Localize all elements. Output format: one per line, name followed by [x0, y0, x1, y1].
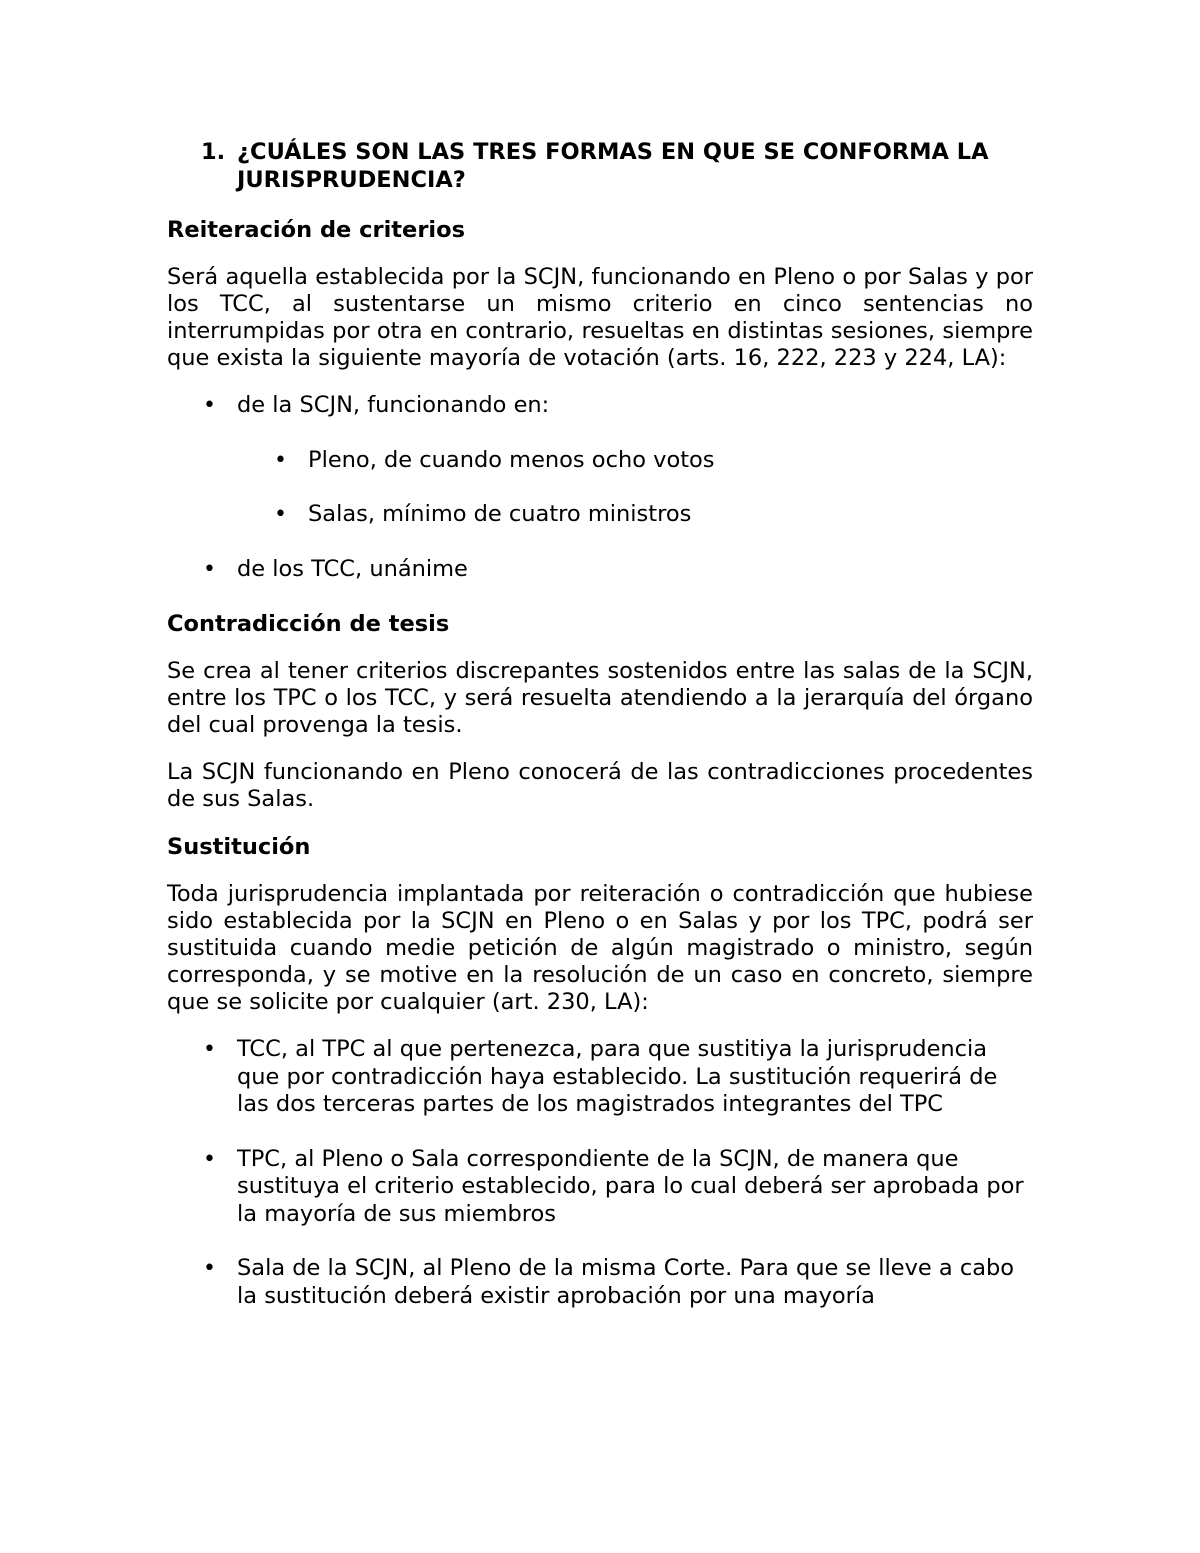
section-title-contradiccion: Contradicción de tesis	[167, 611, 450, 637]
bullet-icon: •	[203, 393, 216, 418]
list-item-text: Sala de la SCJN, al Pleno de la misma Corte. Para que se lleve a cabo la sustitución deberá existir aprobación por una mayoría	[237, 1255, 1015, 1309]
list-item	[167, 1036, 1033, 1119]
bullet-icon: •	[203, 556, 216, 582]
question-text: ¿CUÁLES SON LAS TRES FORMAS EN QUE SE CONFORMA LA JURISPRUDENCIA?	[237, 139, 989, 193]
list-item	[167, 556, 1033, 584]
bullet-icon: •	[274, 447, 287, 473]
sustitucion-paragraph: Toda jurisprudencia implantada por reiteración o contradicción que hubiese sido establecida por la SCJN en Pleno o en Salas y por los TPC, podrá ser sustituida cuando medie petición de algún magistrado o ministro, según corresponda, y se motive en la resolución de un caso en concreto, siempre que se solicite por cualquier (art. 230, LA):	[167, 881, 1033, 1015]
section-title-reiteracion: Reiteración de criterios	[167, 217, 465, 243]
question-number: 1.	[201, 139, 226, 165]
list-item-text: de los TCC, unánime	[237, 555, 468, 582]
list-item	[167, 392, 1033, 420]
contradiccion-paragraph-2: La SCJN funcionando en Pleno conocerá de las contradicciones procedentes de sus Salas.	[167, 759, 1033, 812]
bullet-icon: •	[203, 1146, 216, 1172]
document-page	[167, 138, 1033, 1337]
reiteracion-paragraph: Será aquella establecida por la SCJN, funcionando en Pleno o por Salas y por los TCC, al sustentarse un mismo criterio en cinco sentencias no interrumpidas por otra en contrario, resueltas en distintas sesiones, siempre que exista la siguiente mayoría de votación (arts. 16, 222, 223 y 224, LA):	[167, 264, 1033, 371]
list-item-text: TCC, al TPC al que pertenezca, para que sustitiya la jurisprudencia que por contradicción haya establecido. La sustitución requerirá de las dos terceras partes de los magistrados integrantes del TPC	[237, 1036, 998, 1117]
list-item-text: de la SCJN, funcionando en:	[237, 392, 550, 418]
list-item	[167, 1146, 1033, 1229]
list-item-text: Pleno, de cuando menos ocho votos	[308, 446, 715, 473]
section-title-sustitucion: Sustitución	[167, 834, 311, 860]
contradiccion-paragraph-1: Se crea al tener criterios discrepantes sostenidos entre las salas de la SCJN, entre los TPC o los TCC, y será resuelta atendiendo a la jerarquía del órgano del cual provenga la tesis.	[167, 658, 1033, 738]
list-item-text: Salas, mínimo de cuatro ministros	[308, 501, 692, 527]
bullet-icon: •	[203, 1037, 216, 1062]
list-item-text: TPC, al Pleno o Sala correspondiente de la SCJN, de manera que sustituya el criterio establecido, para lo cual deberá ser aprobada por la mayoría de sus miembros	[237, 1145, 1024, 1227]
bullet-icon: •	[203, 1256, 216, 1281]
question-heading	[167, 138, 1033, 194]
bullet-icon: •	[274, 502, 287, 527]
list-item	[167, 1255, 1033, 1310]
list-item	[167, 447, 1033, 475]
list-item	[167, 501, 1033, 529]
